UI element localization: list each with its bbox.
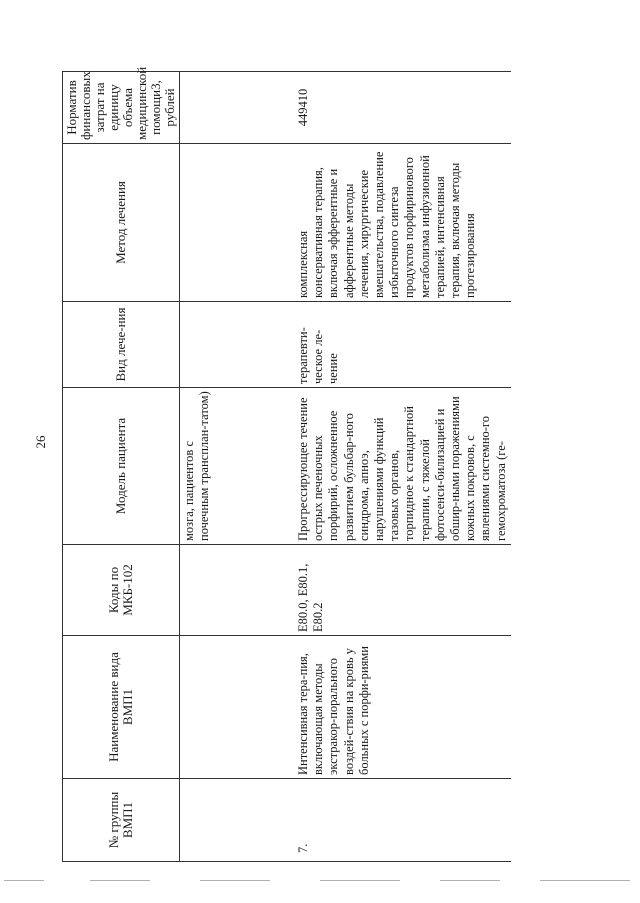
continuation-patient-model: мозга, пациентов с почечным трансплан-татом) <box>180 388 295 545</box>
page-bottom-divider <box>0 880 640 886</box>
cell-vmp-name: Интенсивная тера-пия, включающая методы экстракор-порального воздей-ствия на кровь у больных с порфи-риями <box>294 636 511 779</box>
header-group-number: № группы ВМП1 <box>63 779 180 862</box>
table-row <box>294 72 511 862</box>
header-cost-norm: Норматив финансовых затрат на единицу объема медицинской помощи3, рублей <box>63 72 180 144</box>
cell-icd-codes: E80.0, E80.1, E80.2 <box>294 545 511 636</box>
cell-group-number: 7. <box>294 779 511 862</box>
cell-cost-norm: 449410 <box>294 72 511 144</box>
header-vmp-name: Наименование вида ВМП1 <box>63 636 180 779</box>
header-treatment-kind: Вид лече-ния <box>63 302 180 388</box>
header-icd-codes: Коды по МКБ-102 <box>63 545 180 636</box>
cell-treatment-method: комплексная консервативная терапия, включая эфферентные и афферентные методы лечения, хирургические вмешательства, подавление избыточного синтеза продуктов порфиринового метаболизма инфузионной терапией, интенсивная терапия, включая методы протезирования <box>294 144 511 302</box>
continuation-row <box>180 72 295 862</box>
header-treatment-method: Метод лечения <box>63 144 180 302</box>
rotated-table-container <box>62 66 622 862</box>
vmp-table <box>62 66 511 862</box>
cell-patient-model: Прогрессирующее течение острых печеночных порфирий, осложненное развитием бульбар-ного синдрома, апноэ, нарушениями функций тазовых органов, торпидное к стандартной терапии, с тяжелой фотосенси-билизацией и обшир-ными поражениями кожных покровов, с явлениями системно-го гемохроматоза (ге- <box>294 388 511 545</box>
page-number: 26 <box>33 435 48 449</box>
header-patient-model: Модель пациента <box>63 388 180 545</box>
cell-treatment-kind: терапевти-ческое ле-чение <box>294 302 511 388</box>
header-row <box>63 72 180 862</box>
